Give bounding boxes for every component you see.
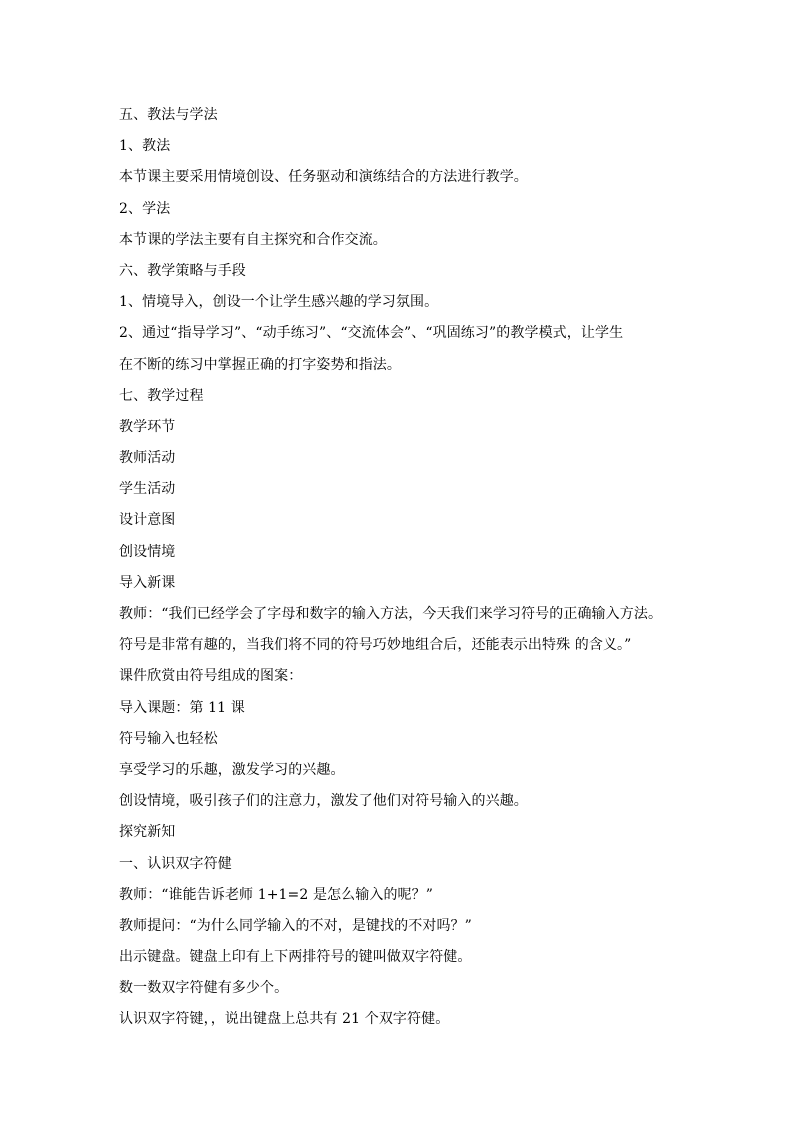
table-cell: 创设情境 xyxy=(119,543,176,560)
paragraph: 数一数双字符健有多少个。 xyxy=(119,980,289,997)
paragraph: 教师提问：“为什么同学输入的不对，是键找的不对吗？” xyxy=(119,917,472,934)
paragraph: 出示键盘。键盘上印有上下两排符号的键叫做双字符健。 xyxy=(119,949,472,966)
subheading-learning-method: 2、学法 xyxy=(119,200,171,217)
paragraph: 享受学习的乐趣，激发学习的兴趣。 xyxy=(119,761,345,778)
paragraph: 创设情境，吸引孩子们的注意力，激发了他们对符号输入的兴趣。 xyxy=(119,793,528,810)
section-heading-methods: 五、教法与学法 xyxy=(119,107,218,123)
table-cell: 导入新课 xyxy=(119,574,176,591)
document-body xyxy=(119,100,699,1036)
paragraph: 1、情境导入，创设一个让学生感兴趣的学习氛围。 xyxy=(119,294,439,311)
table-cell: 教师活动 xyxy=(119,450,176,467)
paragraph: 2、通过“指导学习”、“动手练习”、“交流体会”、“巩固练习”的教学模式，让学生 xyxy=(119,325,624,342)
section-heading-process: 七、教学过程 xyxy=(119,387,204,404)
table-cell: 探究新知 xyxy=(119,824,176,841)
paragraph: 在不断的练习中掌握正确的打字姿势和指法。 xyxy=(119,356,401,373)
section-heading-strategy: 六、教学策略与手段 xyxy=(119,262,246,279)
paragraph: 本节课的学法主要有自主探究和合作交流。 xyxy=(119,231,387,248)
paragraph: 教师：“谁能告诉老师 1+1=2 是怎么输入的呢？” xyxy=(119,886,433,903)
table-cell: 学生活动 xyxy=(119,481,176,498)
paragraph: 教师：“我们已经学会了字母和数字的输入方法，今天我们来学习符号的正确输入方法。 xyxy=(119,606,663,622)
paragraph: 符号是非常有趣的，当我们将不同的符号巧妙地组合后，还能表示出特殊 的含义。” xyxy=(119,637,632,654)
paragraph: 课件欣赏由符号组成的图案： xyxy=(119,668,303,685)
paragraph: 认识双字符键，，说出键盘上总共有 21 个双字符健。 xyxy=(119,1011,450,1028)
table-cell: 教学环节 xyxy=(119,418,176,435)
paragraph: 一、认识双字符健 xyxy=(119,855,232,872)
paragraph: 本节课主要采用情境创设、任务驱动和演练结合的方法进行教学。 xyxy=(119,169,528,186)
subheading-teaching-method: 1、教法 xyxy=(119,138,171,155)
table-cell: 设计意图 xyxy=(119,512,176,529)
paragraph: 符号输入也轻松 xyxy=(119,730,218,747)
paragraph: 导入课题：第 11 课 xyxy=(119,699,245,716)
